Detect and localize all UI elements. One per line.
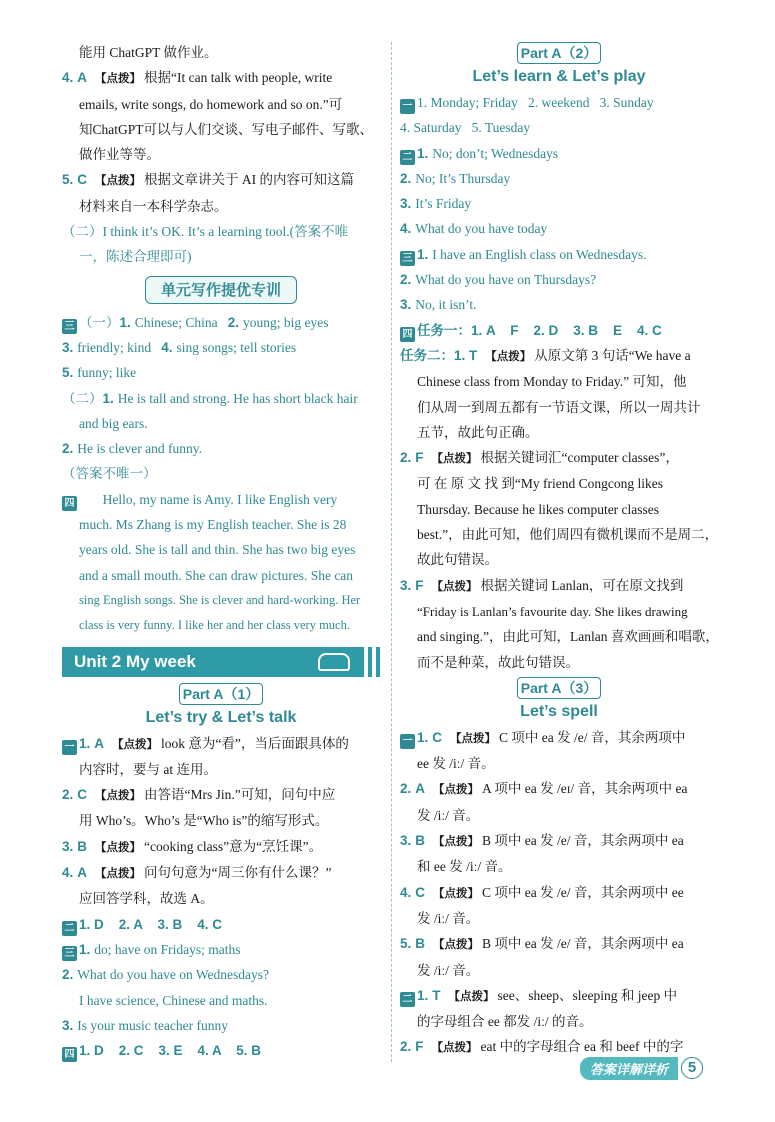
text-line: 们从周一到周五都有一节语文课，所以一周共计 — [417, 399, 701, 415]
text-line: Thursday. Because he likes computer classes — [417, 501, 660, 517]
answer-letter: C — [77, 787, 88, 803]
item-number: 1. — [417, 987, 429, 1003]
tip-label: 【点拨】 — [95, 71, 142, 86]
answer-item — [400, 141, 718, 166]
explanation: look 意为“看”，当后面跟具体的 — [161, 735, 349, 751]
tip-label: 【点拨】 — [433, 885, 480, 900]
answer-list: 1. D 2. A 3. B 4. C — [79, 916, 223, 932]
part-badge: Part A（2） — [517, 42, 601, 64]
explanation: A 项中 ea 发 /eɪ/ 音，其余两项中 ea — [482, 781, 688, 797]
part-title: Let’s learn & Let’s play — [472, 68, 646, 85]
car-icon — [318, 653, 350, 671]
item-number: 4. — [161, 339, 173, 355]
text-line: 的字母组合 ee 都发 /iː/ 的音。 — [417, 1014, 593, 1030]
answer-text: Chinese; China — [134, 314, 218, 330]
answer-item — [62, 782, 380, 808]
answer-text: do; have on Fridays; maths — [94, 941, 241, 957]
tip-label: 【点拨】 — [95, 839, 142, 854]
answer-text: funny; like — [77, 365, 137, 381]
text-line: 发 /iː/ 音。 — [417, 962, 480, 978]
item-number: 4. — [400, 221, 412, 237]
tip-label: 【点拨】 — [433, 834, 480, 849]
answer-letter: A — [415, 781, 426, 797]
tip-label: 【点拨】 — [431, 1040, 478, 1055]
tip-label: 【点拨】 — [95, 788, 142, 803]
item-number: 2. — [227, 314, 240, 330]
item-number: 1. — [417, 145, 429, 161]
part-title: Let’s spell — [520, 702, 598, 720]
sub-marker: （二） — [62, 390, 103, 406]
answer-item — [62, 167, 380, 193]
answer-text: No; don’t; Wednesdays — [432, 145, 559, 161]
item-number: 1. — [102, 390, 114, 406]
unit-title: Unit 2 My week — [74, 651, 196, 671]
answer-item — [62, 335, 380, 360]
text-line: I have science, Chinese and maths. — [79, 992, 268, 1008]
answer-item — [62, 65, 380, 91]
text-line: 内容时，要与 at 连用。 — [79, 761, 217, 777]
explanation: 根据“It can talk with people, write — [144, 70, 333, 86]
text-line: 发 /iː/ 音。 — [417, 910, 480, 926]
section-marker: 二 — [400, 992, 415, 1007]
text-line: 能用 ChatGPT 做作业。 — [79, 45, 218, 60]
explanation: B 项中 ea 发 /e/ 音，其余两项中 ea — [482, 833, 684, 849]
essay-line — [62, 487, 380, 512]
tip-label: 【点拨】 — [433, 782, 480, 797]
answer-row — [62, 1038, 380, 1063]
answer-letter: C — [77, 172, 88, 188]
section-marker: 四 — [400, 327, 415, 342]
section-marker: 一 — [400, 734, 415, 749]
item-number: 2. — [400, 1039, 412, 1055]
unit-banner — [62, 647, 380, 677]
answer-item — [62, 436, 380, 461]
tip-label: 【点拨】 — [448, 988, 495, 1003]
answer-list: 1. D 2. C 3. E 4. A 5. B — [79, 1043, 262, 1059]
essay-line: much. Ms Zhang is my English teacher. She is 28 — [79, 517, 347, 533]
item-number: 5. — [62, 172, 74, 188]
section-marker: 三 — [62, 946, 77, 961]
answer-row — [62, 912, 380, 937]
answer-text: Is your music teacher funny — [77, 1017, 228, 1033]
essay-line: sing English songs. She is clever and hard-working. Her — [79, 592, 361, 607]
explanation: see、sheep、sleeping 和 jeep 中 — [497, 987, 678, 1003]
section-marker: 二 — [62, 921, 77, 936]
task-label: 任务二：1. T — [400, 347, 478, 363]
text-line: and big ears. — [79, 415, 148, 431]
item-number: 5. — [62, 365, 74, 381]
answer-item — [400, 776, 718, 802]
answer-text: What do you have on Thursdays? — [415, 272, 597, 288]
answer-row — [400, 318, 718, 343]
answer-item — [400, 573, 718, 599]
section-marker: 一 — [62, 740, 77, 755]
left-column — [62, 40, 380, 1063]
item-number: 4. — [400, 884, 412, 900]
answer-item — [62, 834, 380, 860]
banner-stripe — [364, 647, 368, 677]
item-number: 2. — [400, 450, 412, 466]
tip-label: 【点拨】 — [95, 173, 142, 188]
text-line: Chinese class from Monday to Friday.” 可知，他 — [417, 374, 687, 390]
item-number: 2. — [62, 967, 74, 983]
answer-item — [400, 242, 718, 267]
explanation: 根据文章讲关于 AI 的内容可知这篇 — [144, 172, 355, 188]
item-number: 1. — [79, 735, 91, 751]
answer-item — [62, 310, 380, 335]
answer-letter: A — [94, 735, 105, 751]
answer-row — [400, 90, 718, 115]
explanation: “cooking class”意为“烹饪课”。 — [144, 838, 323, 854]
text-line: 可 在 原 文 找 到“My friend Congcong likes — [417, 476, 663, 492]
item-number: 5. — [400, 936, 412, 952]
answer-text: What do you have today — [415, 221, 548, 237]
answer-item — [400, 343, 718, 369]
banner-stripe — [372, 647, 376, 677]
answer-letter: C — [415, 884, 426, 900]
item-number: 3. — [400, 833, 412, 849]
answer-letter: B — [415, 936, 426, 952]
item-number: 3. — [400, 196, 412, 212]
text-line: emails, write songs, do homework and so on.”可 — [79, 96, 343, 112]
explanation: 根据关键词汇“computer classes”， — [480, 450, 679, 466]
item-number: 1. — [417, 729, 429, 745]
text-line: 应回答学科，故选 A。 — [79, 891, 214, 907]
item-number: 4. — [62, 865, 74, 881]
item-number: 2. — [400, 781, 412, 797]
tip-label: 【点拨】 — [433, 937, 480, 952]
essay-line: class is very funny. I like her and her class very much. — [79, 618, 350, 633]
tip-label: 【点拨】 — [485, 348, 532, 363]
text-line: 做作业等等。 — [79, 147, 160, 163]
item-number: 3. — [62, 838, 74, 854]
text-line: 材料来自一本科学杂志。 — [79, 198, 228, 214]
answer-item — [62, 962, 380, 987]
text-line: best.”，由此可知，他们周四有微机课而不是周二， — [417, 527, 719, 543]
answer-item — [62, 937, 380, 962]
answer-item — [62, 1013, 380, 1038]
section-marker: 三 — [400, 251, 415, 266]
explanation: eat 中的字母组合 ea 和 beef 中的字 — [480, 1039, 684, 1055]
answer-letter: F — [415, 450, 424, 466]
item-number: 3. — [400, 297, 412, 313]
section-marker: 四 — [62, 1047, 77, 1062]
explanation: 从原文第 3 句话“We have a — [534, 347, 691, 363]
answer-letter: F — [415, 577, 424, 593]
text-line: 故此句错误。 — [417, 552, 498, 568]
answer-letter: T — [432, 987, 441, 1003]
tip-label: 【点拨】 — [450, 730, 497, 745]
text-line: （二）I think it’s OK. It’s a learning tool.(答案不唯 — [62, 224, 349, 240]
answer-text: friendly; kind — [77, 339, 152, 355]
section-marker: 四 — [62, 496, 77, 511]
explanation: C 项中 ea 发 /e/ 音，其余两项中 ee — [482, 884, 684, 900]
essay-line: and a small mouth. She can draw pictures. She can — [79, 567, 354, 583]
text-line: （答案不唯一） — [62, 466, 157, 482]
item-number: 2. — [400, 272, 412, 288]
tip-label: 【点拨】 — [431, 451, 478, 466]
part-title: Let’s try & Let’s talk — [145, 708, 297, 726]
text-line: 一，陈述合理即可) — [79, 249, 192, 265]
answer-letter: F — [415, 1039, 424, 1055]
answer-letter: B — [415, 833, 426, 849]
answer-letter: C — [432, 729, 443, 745]
answer-row: 4. Saturday 5. Tuesday — [400, 120, 531, 136]
answer-item — [400, 216, 718, 241]
writing-section-title: 单元写作提优专训 — [145, 276, 297, 304]
answer-item — [400, 292, 718, 317]
answer-item — [400, 983, 718, 1009]
essay-text: Hello, my name is Amy. I like English very — [102, 491, 338, 507]
part-badge: Part A（1） — [179, 683, 263, 705]
section-marker: 二 — [400, 150, 415, 165]
section-marker: 三 — [62, 319, 77, 334]
item-number: 2. — [62, 787, 74, 803]
text-line: 五节，故此句正确。 — [417, 424, 539, 440]
column-divider — [391, 42, 392, 1062]
answer-item — [400, 166, 718, 191]
footer-label: 答案详解详析 — [580, 1057, 678, 1080]
text-line: 知ChatGPT可以与人们交谈、写电子邮件、写歌、 — [79, 121, 374, 137]
explanation: C 项中 ea 发 /e/ 音，其余两项中 — [499, 729, 686, 745]
answer-text: He is clever and funny. — [77, 441, 202, 457]
tip-label: 【点拨】 — [431, 578, 478, 593]
answer-item — [400, 445, 718, 471]
item-number: 3. — [400, 577, 412, 593]
answer-text: sing songs; tell stories — [176, 339, 297, 355]
item-number: 2. — [400, 170, 412, 186]
answer-text: 1. Monday; Friday 2. weekend 3. Sunday — [417, 95, 654, 110]
right-column — [400, 40, 718, 1061]
item-number: 3. — [62, 1017, 74, 1033]
item-number: 2. — [62, 441, 74, 457]
essay-line: years old. She is tall and thin. She has two big eyes — [79, 542, 356, 558]
text-line: “Friday is Lanlan’s favourite day. She likes drawing — [417, 603, 688, 619]
text-line: ee 发 /iː/ 音。 — [417, 756, 495, 772]
answer-item — [400, 191, 718, 216]
answer-item — [400, 880, 718, 906]
page-footer — [580, 1056, 703, 1080]
answer-text: young; big eyes — [243, 314, 329, 330]
answer-text: No, it isn’t. — [415, 297, 477, 313]
text-line: and singing.”，由此可知，Lanlan 喜欢画画和唱歌， — [417, 629, 719, 645]
answer-item — [62, 386, 380, 411]
item-number: 1. — [417, 246, 429, 262]
part-badge: Part A（3） — [517, 677, 601, 699]
explanation: 由答语“Mrs Jin.”可知，问句中应 — [144, 787, 336, 803]
tip-label: 【点拨】 — [95, 866, 142, 881]
answer-list: 任务一：1. A F 2. D 3. B E 4. C — [417, 322, 662, 338]
answer-text: What do you have on Wednesdays? — [77, 967, 270, 983]
text-line: 发 /iː/ 音。 — [417, 807, 480, 823]
item-number: 4. — [62, 70, 74, 86]
answer-item — [62, 860, 380, 886]
page-number: 5 — [681, 1057, 703, 1079]
answer-letter: A — [77, 865, 88, 881]
item-number: 3. — [62, 339, 74, 355]
explanation: 问句句意为“周三你有什么课？” — [144, 865, 332, 881]
answer-item — [62, 360, 380, 385]
text-line: 和 ee 发 /iː/ 音。 — [417, 859, 512, 875]
text-line: 而不是种菜，故此句错误。 — [417, 654, 579, 670]
item-number: 1. — [79, 941, 91, 957]
sub-marker: （一） — [79, 314, 120, 330]
section-marker: 一 — [400, 99, 415, 114]
explanation: 根据关键词 Lanlan，可在原文找到 — [480, 577, 684, 593]
tip-label: 【点拨】 — [112, 736, 159, 751]
answer-text: No; It’s Thursday — [415, 170, 511, 186]
answer-text: It’s Friday — [415, 196, 472, 212]
text-line: 用 Who’s。Who’s 是“Who is”的缩写形式。 — [79, 813, 329, 829]
item-number: 1. — [119, 314, 131, 330]
answer-item — [400, 828, 718, 854]
answer-text: I have an English class on Wednesdays. — [432, 246, 647, 262]
answer-item — [400, 725, 718, 751]
answer-item — [400, 931, 718, 957]
explanation: B 项中 ea 发 /e/ 音，其余两项中 ea — [482, 936, 684, 952]
answer-letter: B — [77, 838, 88, 854]
answer-item — [400, 267, 718, 292]
answer-text: He is tall and strong. He has short black hair — [117, 390, 358, 406]
answer-letter: A — [77, 70, 88, 86]
answer-item — [62, 731, 380, 757]
